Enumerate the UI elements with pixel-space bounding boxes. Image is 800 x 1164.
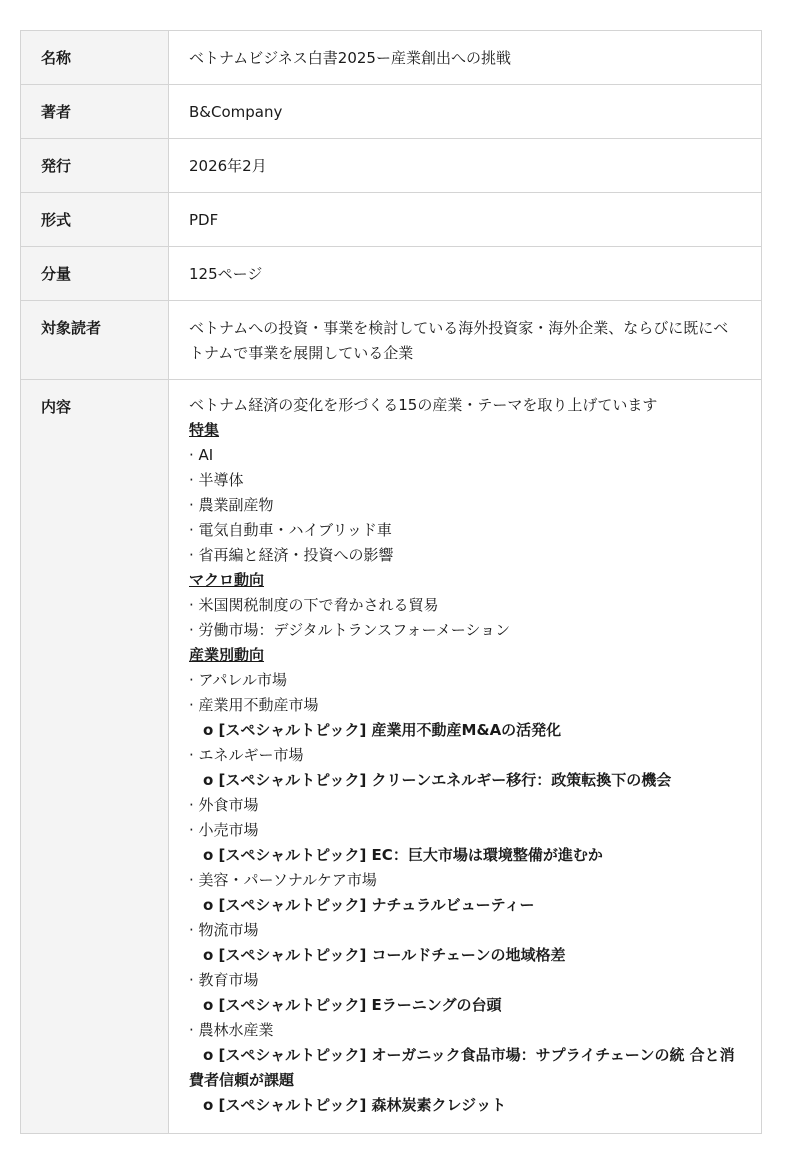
label-author: 著者 [21, 85, 169, 139]
special-topic-item: o [スペシャルトピック] EC：巨大市場は環境整備が進むか [203, 846, 603, 864]
row-name [21, 31, 762, 85]
list-item: · 外食市場 [189, 796, 259, 814]
row-content [21, 380, 762, 1134]
value-volume: 125ページ [169, 247, 762, 301]
list-item: · 労働市場：デジタルトランスフォーメーション [189, 621, 511, 639]
value-name: ベトナムビジネス白書2025ー産業創出への挑戦 [169, 31, 762, 85]
special-topic-item: o [スペシャルトピック] コールドチェーンの地域格差 [203, 946, 566, 964]
list-item: · 物流市場 [189, 921, 259, 939]
book-info-table [20, 30, 762, 1134]
label-format: 形式 [21, 193, 169, 247]
value-audience: ベトナムへの投資・事業を検討している海外投資家・海外企業、ならびに既にベトナムで事業を展開している企業 [169, 301, 762, 380]
row-volume [21, 247, 762, 301]
row-audience [21, 301, 762, 380]
label-name: 名称 [21, 31, 169, 85]
list-item: · 産業用不動産市場 [189, 696, 319, 714]
section-heading: マクロ動向 [189, 571, 265, 589]
list-item: · 教育市場 [189, 971, 259, 989]
list-item: · AI [189, 446, 214, 464]
special-topic-item: o [スペシャルトピック] 産業用不動産M&Aの活発化 [203, 721, 562, 739]
list-item: · 省再編と経済・投資への影響 [189, 546, 394, 564]
list-item: · アパレル市場 [189, 671, 287, 689]
list-item: · 農業副産物 [189, 496, 274, 514]
section-heading: 産業別動向 [189, 646, 265, 664]
value-format: PDF [169, 193, 762, 247]
value-content [169, 380, 762, 1134]
special-topic-item: o [スペシャルトピック] オーガニック食品市場：サプライチェーンの統 合と消費者信頼が課題 [189, 1046, 735, 1089]
row-format [21, 193, 762, 247]
list-item: · 美容・パーソナルケア市場 [189, 871, 377, 889]
label-volume: 分量 [21, 247, 169, 301]
list-item: · エネルギー市場 [189, 746, 304, 764]
content-intro: ベトナム経済の変化を形づくる15の産業・テーマを取り上げています [189, 396, 658, 414]
label-audience: 対象読者 [21, 301, 169, 380]
special-topic-item: o [スペシャルトピック] 森林炭素クレジット [203, 1096, 507, 1114]
list-item: · 小売市場 [189, 821, 259, 839]
list-item: · 農林水産業 [189, 1021, 274, 1039]
label-published: 発行 [21, 139, 169, 193]
row-author [21, 85, 762, 139]
special-topic-item: o [スペシャルトピック] ナチュラルビューティー [203, 896, 535, 914]
row-published [21, 139, 762, 193]
value-author: B&Company [169, 85, 762, 139]
list-item: · 電気自動車・ハイブリッド車 [189, 521, 392, 539]
section-heading: 特集 [189, 421, 220, 439]
special-topic-item: o [スペシャルトピック] クリーンエネルギー移行：政策転換下の機会 [203, 771, 672, 789]
label-content: 内容 [21, 380, 169, 1134]
list-item: · 半導体 [189, 471, 244, 489]
list-item: · 米国関税制度の下で脅かされる貿易 [189, 596, 439, 614]
special-topic-item: o [スペシャルトピック] Eラーニングの台頭 [203, 996, 502, 1014]
value-published: 2026年2月 [169, 139, 762, 193]
